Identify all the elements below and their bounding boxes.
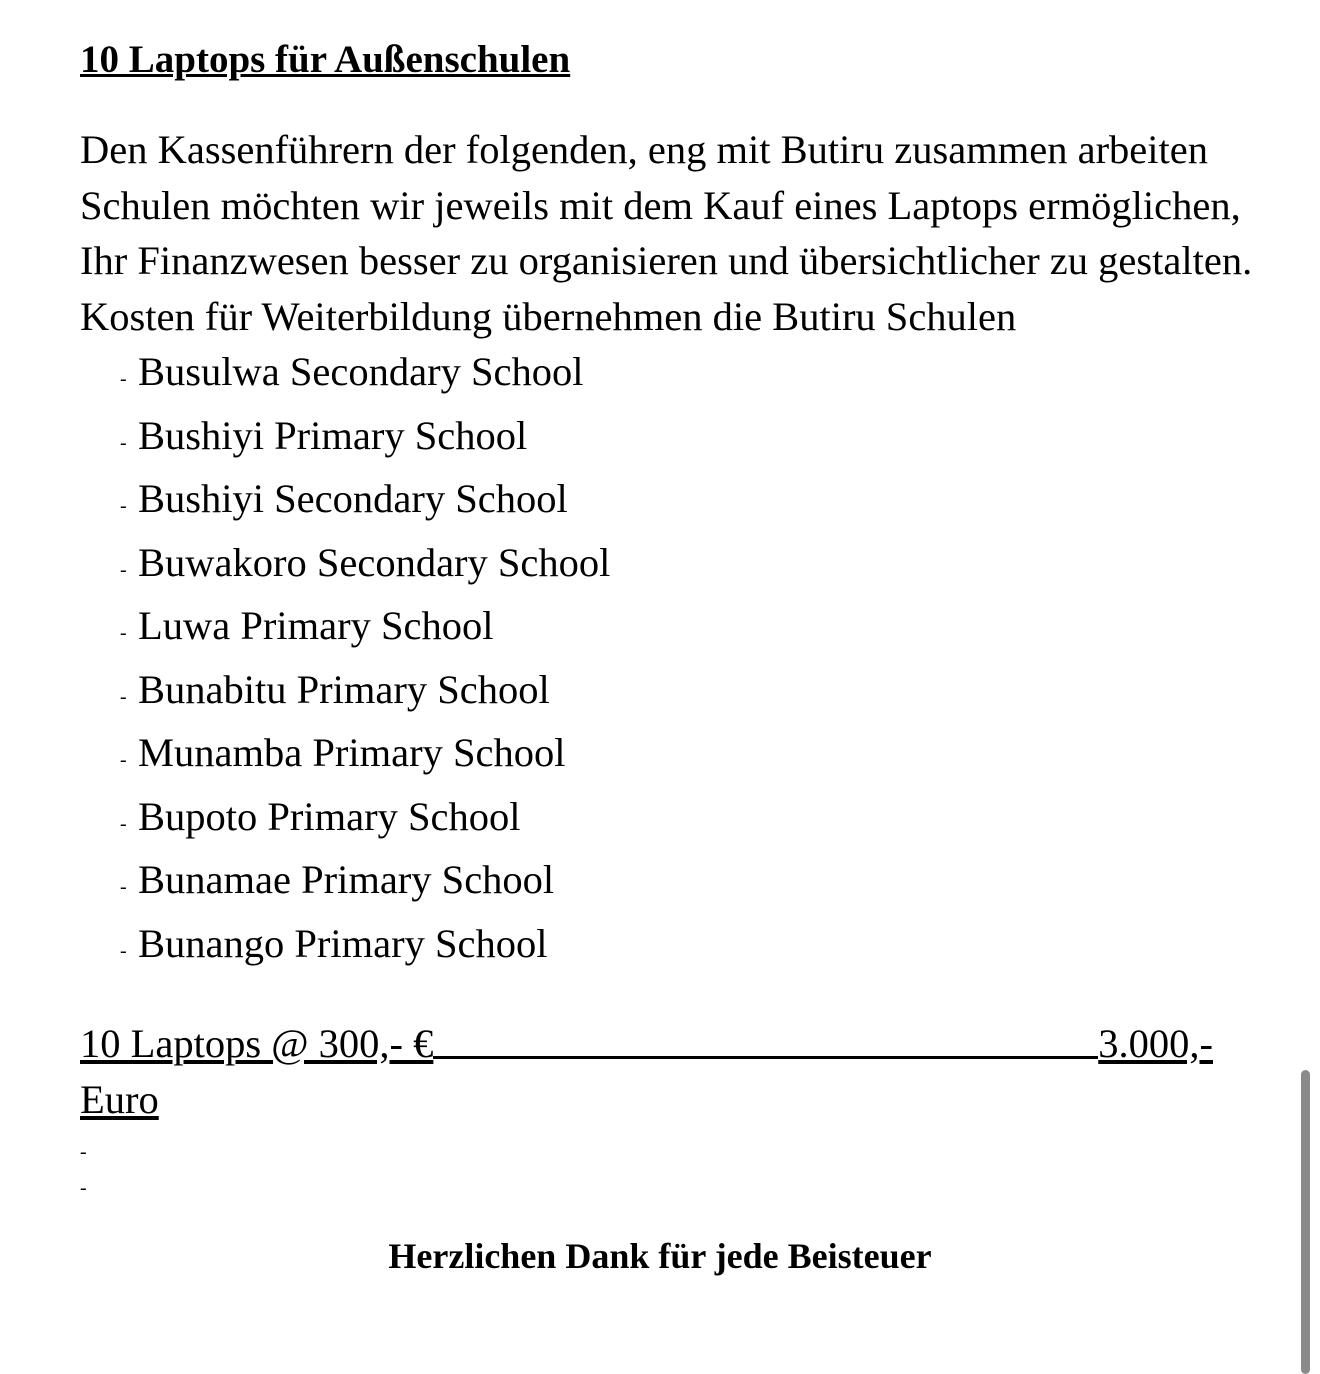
school-list — [80, 344, 1240, 979]
list-dash: - — [120, 812, 127, 835]
list-item — [120, 662, 1240, 726]
school-name: Bunamae Primary School — [138, 857, 555, 902]
list-item — [120, 344, 1240, 408]
list-item — [120, 408, 1240, 472]
list-item — [120, 916, 1240, 980]
school-name: Bunabitu Primary School — [138, 666, 550, 712]
cost-amount: 3.000,- — [1098, 1021, 1213, 1066]
list-dash: - — [120, 876, 127, 898]
list-item — [120, 535, 1240, 599]
list-dash: - — [120, 431, 127, 454]
underline-filler — [433, 1016, 1098, 1059]
list-dash: - — [120, 749, 127, 771]
dash-mark: - — [80, 1177, 87, 1199]
school-name: Buwakoro Secondary School — [138, 539, 611, 585]
school-name: Bupoto Primary School — [138, 793, 521, 839]
list-dash: - — [120, 558, 127, 581]
list-dash: - — [120, 495, 127, 517]
school-name: Bushiyi Primary School — [138, 412, 528, 458]
document-title: 10 Laptops für Außenschulen — [80, 38, 571, 81]
list-dash: - — [120, 685, 127, 708]
school-name: Bushiyi Secondary School — [138, 476, 568, 521]
cost-currency: Euro — [80, 1076, 159, 1122]
list-item — [120, 852, 1240, 916]
list-item — [120, 471, 1240, 535]
dash-mark: - — [80, 1141, 87, 1163]
list-item — [120, 725, 1240, 789]
vertical-scrollbar[interactable] — [1301, 1070, 1310, 1374]
school-name: Bunango Primary School — [138, 920, 548, 966]
intro-paragraph: Den Kassenführern der folgenden, eng mit Butiru zusammen arbeiten Schulen möchten wir jeweils mit dem Kauf eines Laptops ermöglichen, Ihr Finanzwesen besser zu organisieren und übersichtlicher zu gestalten. Kosten für Weiterbildung übernehmen die Butiru Schulen — [80, 127, 1253, 339]
school-name: Busulwa Secondary School — [138, 349, 584, 394]
closing-text: Herzlichen Dank für jede Beisteuer — [388, 1236, 932, 1276]
list-dash: - — [120, 939, 127, 962]
list-item — [120, 789, 1240, 853]
list-item — [120, 598, 1240, 662]
school-name: Luwa Primary School — [138, 603, 494, 648]
cost-item: 10 Laptops @ 300,- € — [80, 1021, 434, 1066]
cost-line — [80, 1016, 1213, 1127]
list-dash: - — [120, 368, 127, 390]
list-dash: - — [120, 622, 127, 644]
school-name: Munamba Primary School — [138, 730, 566, 775]
